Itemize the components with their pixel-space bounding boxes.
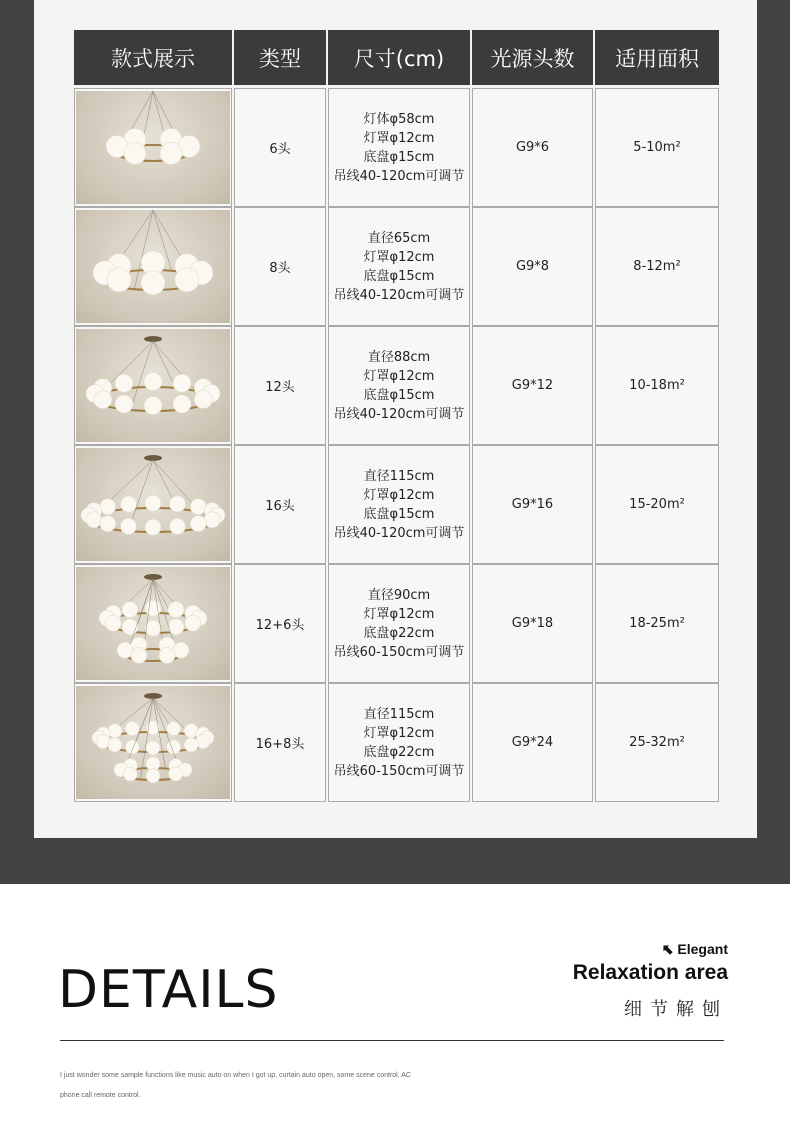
size-line: 底盘φ15cm <box>363 506 435 522</box>
size-line: 吊线40-120cm可调节 <box>333 525 465 541</box>
type-cell: 16头 <box>234 445 326 564</box>
area-cell: 25-32m² <box>595 683 719 802</box>
divider-line <box>60 1040 724 1041</box>
size-line: 直径90cm <box>367 587 431 603</box>
size-line: 吊线60-150cm可调节 <box>333 763 465 779</box>
table-row <box>74 88 719 207</box>
elegant-label <box>662 941 728 958</box>
header-type: 类型 <box>234 30 326 85</box>
header-size: 尺寸(cm) <box>328 30 470 85</box>
product-image-cell <box>74 326 232 445</box>
size-cell <box>328 326 470 445</box>
type-cell: 8头 <box>234 207 326 326</box>
details-title: DETAILS <box>58 960 279 1020</box>
size-line: 灯罩φ12cm <box>363 130 435 146</box>
size-line: 灯罩φ12cm <box>363 368 435 384</box>
area-cell: 8-12m² <box>595 207 719 326</box>
size-cell <box>328 445 470 564</box>
product-image-cell <box>74 207 232 326</box>
spec-table <box>72 30 721 802</box>
size-line: 灯罩φ12cm <box>363 249 435 265</box>
chandelier-image <box>76 91 230 204</box>
size-line: 直径65cm <box>367 230 431 246</box>
header-style: 款式展示 <box>74 30 232 85</box>
type-cell: 12+6头 <box>234 564 326 683</box>
table-row <box>74 326 719 445</box>
area-cell: 18-25m² <box>595 564 719 683</box>
product-image-cell <box>74 88 232 207</box>
size-line: 吊线40-120cm可调节 <box>333 287 465 303</box>
area-cell: 10-18m² <box>595 326 719 445</box>
light-count-cell: G9*16 <box>472 445 593 564</box>
table-row <box>74 207 719 326</box>
size-line: 底盘φ22cm <box>363 744 435 760</box>
table-row <box>74 683 719 802</box>
size-line: 灯体φ58cm <box>363 111 435 127</box>
size-line: 吊线40-120cm可调节 <box>333 168 465 184</box>
light-count-cell: G9*8 <box>472 207 593 326</box>
size-cell <box>328 564 470 683</box>
elegant-text: Elegant <box>677 941 728 957</box>
light-count-cell: G9*12 <box>472 326 593 445</box>
size-line: 直径88cm <box>367 349 431 365</box>
area-cell: 5-10m² <box>595 88 719 207</box>
chandelier-image <box>76 567 230 680</box>
table-row <box>74 445 719 564</box>
chandelier-image <box>76 448 230 561</box>
details-chinese-subtitle: 细节解刨 <box>624 999 728 1020</box>
size-line: 灯罩φ12cm <box>363 725 435 741</box>
light-count-cell: G9*24 <box>472 683 593 802</box>
header-row <box>74 30 719 85</box>
size-cell <box>328 207 470 326</box>
footnote-text: I just wonder some sample functions like music auto on when I got up, curtain auto open, some scene control, AC phone call remote control. <box>60 1072 411 1099</box>
size-line: 底盘φ15cm <box>363 268 435 284</box>
chandelier-image <box>76 686 230 799</box>
light-count-cell: G9*6 <box>472 88 593 207</box>
light-count-cell: G9*18 <box>472 564 593 683</box>
relaxation-heading: Relaxation area <box>572 961 728 984</box>
size-line: 灯罩φ12cm <box>363 606 435 622</box>
table-row <box>74 564 719 683</box>
size-line: 吊线40-120cm可调节 <box>333 406 465 422</box>
type-cell: 6头 <box>234 88 326 207</box>
chandelier-image <box>76 329 230 442</box>
header-area: 适用面积 <box>595 30 719 85</box>
size-line: 灯罩φ12cm <box>363 487 435 503</box>
area-cell: 15-20m² <box>595 445 719 564</box>
size-cell <box>328 88 470 207</box>
arrow-up-left-icon: ⬉ <box>661 941 674 957</box>
size-cell <box>328 683 470 802</box>
size-line: 吊线60-150cm可调节 <box>333 644 465 660</box>
product-image-cell <box>74 564 232 683</box>
product-image-cell <box>74 445 232 564</box>
size-line: 底盘φ15cm <box>363 149 435 165</box>
type-cell: 12头 <box>234 326 326 445</box>
chandelier-image <box>76 210 230 323</box>
product-image-cell <box>74 683 232 802</box>
size-line: 直径115cm <box>363 706 435 722</box>
header-light-count: 光源头数 <box>472 30 593 85</box>
size-line: 底盘φ15cm <box>363 387 435 403</box>
size-line: 直径115cm <box>363 468 435 484</box>
size-line: 底盘φ22cm <box>363 625 435 641</box>
type-cell: 16+8头 <box>234 683 326 802</box>
